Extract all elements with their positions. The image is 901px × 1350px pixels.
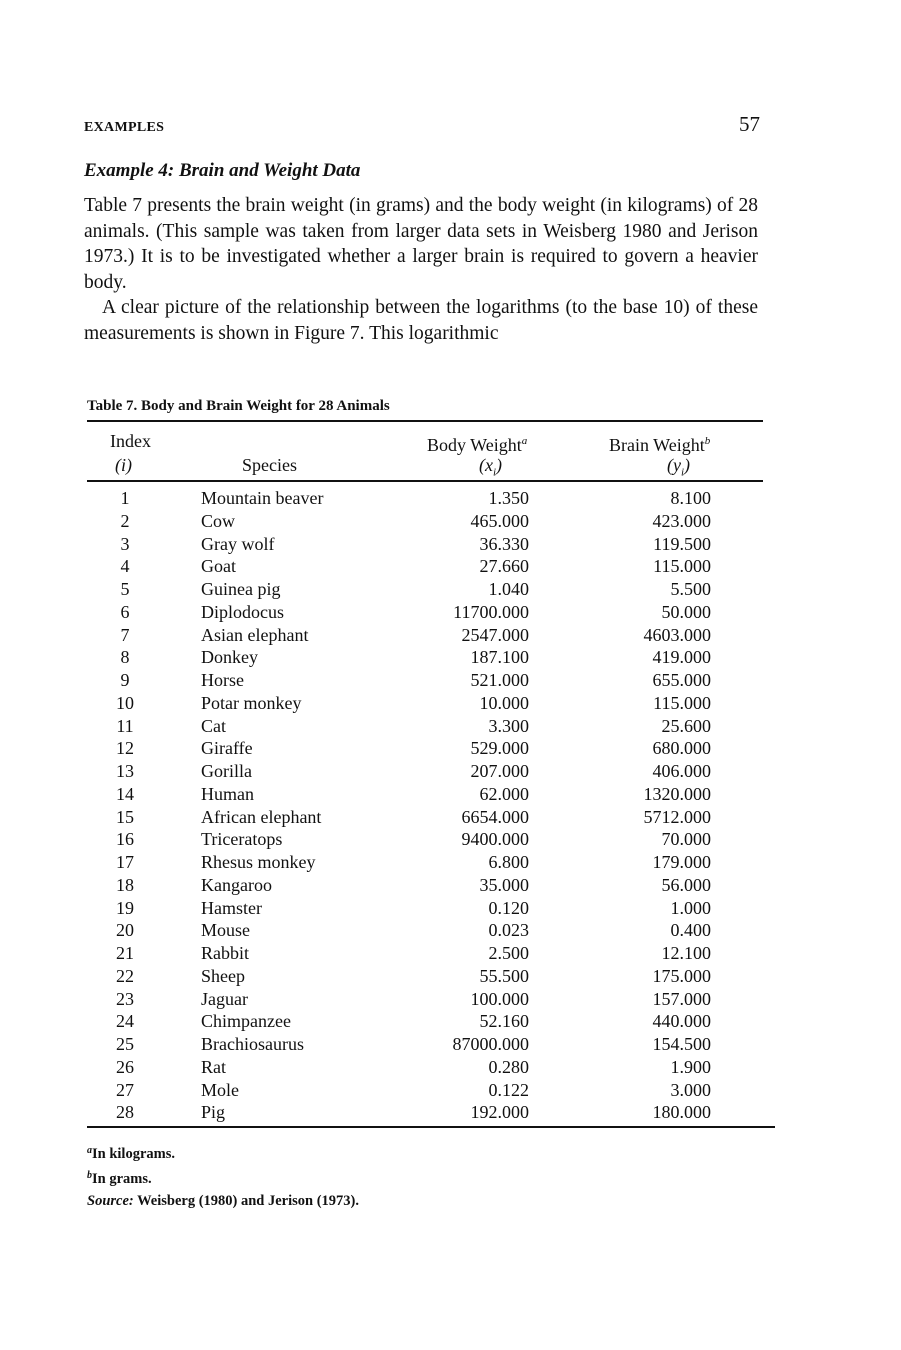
row-species: Mountain beaver <box>201 488 324 508</box>
row-species: Chimpanzee <box>201 1011 291 1032</box>
section-title: EXAMPLES <box>84 120 165 135</box>
row-species: Hamster <box>201 897 262 918</box>
table-header-rule <box>87 480 763 482</box>
table-header <box>87 426 763 480</box>
row-index: 28 <box>116 1102 134 1123</box>
row-species: Mouse <box>201 920 250 941</box>
row-body-weight: 62.000 <box>479 783 529 804</box>
table-row <box>87 737 763 760</box>
header-index: Index <box>110 431 151 451</box>
row-body-weight: 187.100 <box>470 647 529 668</box>
row-brain-weight: 4603.000 <box>643 624 711 645</box>
row-body-weight: 9400.000 <box>461 829 529 850</box>
symbol-x: (x <box>479 455 493 475</box>
header-body-label: Body Weight <box>427 435 522 455</box>
header-body-weight <box>427 429 527 457</box>
footnote-a <box>87 1140 359 1165</box>
row-index: 16 <box>116 829 134 850</box>
row-body-weight: 11700.000 <box>453 601 529 622</box>
row-brain-weight: 5.500 <box>670 579 711 599</box>
row-index: 20 <box>116 920 134 941</box>
table-row <box>87 1010 763 1033</box>
row-species: Human <box>201 783 254 804</box>
row-species: Sheep <box>201 965 245 986</box>
row-body-weight: 3.300 <box>488 715 529 736</box>
row-brain-weight: 56.000 <box>661 874 711 895</box>
row-index: 6 <box>120 601 130 622</box>
row-body-weight: 207.000 <box>470 761 529 781</box>
table-bottom-rule <box>87 1126 775 1128</box>
header-brain-label: Brain Weight <box>609 435 705 455</box>
source-text: Weisberg (1980) and Jerison (1973). <box>133 1193 360 1209</box>
row-species: Cow <box>201 510 236 531</box>
row-brain-weight: 655.000 <box>652 670 711 690</box>
row-brain-weight: 8.100 <box>670 488 711 508</box>
row-species: Donkey <box>201 647 258 668</box>
table-row <box>87 919 763 942</box>
row-brain-weight: 154.500 <box>652 1034 711 1054</box>
table-top-rule <box>87 420 763 422</box>
row-brain-weight: 419.000 <box>652 647 711 668</box>
row-brain-weight: 1.000 <box>670 897 711 918</box>
row-brain-weight: 50.000 <box>661 601 711 622</box>
row-brain-weight: 157.000 <box>652 988 711 1009</box>
body-text <box>84 193 758 346</box>
table-row <box>87 783 763 806</box>
source-label: Source: <box>87 1193 134 1209</box>
table-row <box>87 806 763 829</box>
row-index: 5 <box>120 579 130 599</box>
row-species: Diplodocus <box>201 601 284 622</box>
footnote-text: In grams. <box>92 1171 152 1187</box>
row-body-weight: 6654.000 <box>461 806 529 827</box>
row-index: 25 <box>116 1034 134 1054</box>
row-brain-weight: 5712.000 <box>643 806 711 827</box>
row-species: Horse <box>201 670 244 690</box>
row-species: Rat <box>201 1056 226 1077</box>
row-body-weight: 27.660 <box>479 556 529 577</box>
table-row <box>87 715 763 738</box>
table-row <box>87 874 763 897</box>
table-row <box>87 533 763 556</box>
row-species: Gorilla <box>201 761 252 781</box>
row-body-weight: 529.000 <box>470 738 529 759</box>
row-index: 9 <box>120 670 130 690</box>
header-brain-weight <box>609 429 710 457</box>
table-row <box>87 578 763 601</box>
row-species: Guinea pig <box>201 579 281 599</box>
symbol-y: (y <box>667 455 681 475</box>
footnote-mark: a <box>87 1145 92 1156</box>
table-row <box>87 669 763 692</box>
row-species: Giraffe <box>201 738 253 759</box>
row-index: 19 <box>116 897 134 918</box>
row-index: 21 <box>116 943 134 963</box>
row-index: 4 <box>120 556 130 577</box>
row-brain-weight: 3.000 <box>670 1079 711 1100</box>
table-notes <box>87 1140 359 1212</box>
row-brain-weight: 180.000 <box>652 1102 711 1123</box>
row-index: 27 <box>116 1079 134 1100</box>
row-index: 1 <box>120 488 130 508</box>
row-body-weight: 0.280 <box>488 1056 529 1077</box>
table-row <box>87 555 763 578</box>
table-row <box>87 692 763 715</box>
footnote-mark: b <box>87 1170 92 1181</box>
footnote-mark-b: b <box>704 435 711 447</box>
row-index: 22 <box>116 965 134 986</box>
table-row <box>87 1079 763 1102</box>
subscript-i: i <box>492 466 497 479</box>
row-species: Potar monkey <box>201 692 302 713</box>
row-body-weight: 35.000 <box>479 874 529 895</box>
row-brain-weight: 406.000 <box>652 761 711 781</box>
row-brain-weight: 12.100 <box>661 943 711 963</box>
row-brain-weight: 179.000 <box>652 852 711 872</box>
row-body-weight: 100.000 <box>470 988 529 1009</box>
row-body-weight: 0.122 <box>488 1079 529 1100</box>
table-body <box>87 487 763 1124</box>
example-heading: Example 4: Brain and Weight Data <box>84 160 361 181</box>
table-row <box>87 760 763 783</box>
row-species: Cat <box>201 715 226 736</box>
footnote-text: In kilograms. <box>92 1146 175 1162</box>
table-row <box>87 942 763 965</box>
row-body-weight: 0.023 <box>488 920 529 941</box>
row-brain-weight: 115.000 <box>653 692 711 713</box>
row-species: Brachiosaurus <box>201 1034 304 1054</box>
table-row <box>87 988 763 1011</box>
table-row <box>87 601 763 624</box>
row-brain-weight: 115.000 <box>653 556 711 577</box>
row-species: Asian elephant <box>201 624 309 645</box>
paren-close: ) <box>496 455 503 475</box>
row-body-weight: 52.160 <box>479 1011 529 1032</box>
row-species: African elephant <box>201 806 322 827</box>
row-index: 7 <box>120 624 130 645</box>
row-brain-weight: 1.900 <box>670 1056 711 1077</box>
row-body-weight: 36.330 <box>479 533 529 554</box>
table-caption: Table 7. Body and Brain Weight for 28 Animals <box>87 398 390 414</box>
row-brain-weight: 440.000 <box>652 1011 711 1032</box>
row-brain-weight: 119.500 <box>653 533 711 554</box>
row-species: Gray wolf <box>201 533 275 554</box>
row-index: 23 <box>116 988 134 1009</box>
row-species: Pig <box>201 1102 226 1123</box>
table-row <box>87 646 763 669</box>
row-body-weight: 465.000 <box>470 510 529 531</box>
row-index: 12 <box>116 738 134 759</box>
row-brain-weight: 70.000 <box>661 829 711 850</box>
row-body-weight: 192.000 <box>470 1102 529 1123</box>
row-body-weight: 1.350 <box>488 488 529 508</box>
row-index: 10 <box>116 692 134 713</box>
row-brain-weight: 680.000 <box>652 738 711 759</box>
source-note <box>87 1190 359 1212</box>
paren-close: ) <box>684 455 691 475</box>
row-index: 15 <box>116 806 134 827</box>
row-index: 8 <box>120 647 130 668</box>
row-brain-weight: 423.000 <box>652 510 711 531</box>
table-row <box>87 1033 763 1056</box>
row-body-weight: 87000.000 <box>452 1034 529 1054</box>
page-number: 57 <box>739 112 760 136</box>
row-index: 26 <box>116 1056 134 1077</box>
table-row <box>87 897 763 920</box>
row-brain-weight: 175.000 <box>652 965 711 986</box>
row-index: 3 <box>120 533 130 554</box>
row-species: Rabbit <box>201 943 249 963</box>
paragraph: Table 7 presents the brain weight (in grams) and the body weight (in kilograms) of 28 animals. (This sample was taken from larger data sets in Weisberg 1980 and Jerison 1973.) It is to be investigated whether a larger brain is required to govern a heavier body. <box>84 195 758 293</box>
running-head <box>84 112 760 137</box>
row-body-weight: 55.500 <box>479 965 529 986</box>
header-index-symbol: (i) <box>115 455 132 475</box>
row-body-weight: 0.120 <box>488 897 529 918</box>
paragraph: A clear picture of the relationship between the logarithms (to the base 10) of these measurements is shown in Figure 7. This logarithmic <box>84 297 758 344</box>
row-index: 14 <box>116 783 134 804</box>
row-species: Triceratops <box>201 829 283 850</box>
row-body-weight: 521.000 <box>470 670 529 690</box>
row-index: 13 <box>116 761 134 781</box>
row-body-weight: 2.500 <box>488 943 529 963</box>
subscript-i: i <box>680 466 685 479</box>
footnote-b <box>87 1165 359 1190</box>
row-index: 24 <box>116 1011 134 1032</box>
table-row <box>87 851 763 874</box>
table-row <box>87 487 763 510</box>
footnote-mark-a: a <box>521 435 528 447</box>
row-brain-weight: 25.600 <box>661 715 711 736</box>
row-species: Goat <box>201 556 236 577</box>
table-row <box>87 828 763 851</box>
row-body-weight: 1.040 <box>488 579 529 599</box>
row-species: Jaguar <box>201 988 248 1009</box>
row-index: 11 <box>116 715 134 736</box>
table-row <box>87 1056 763 1079</box>
row-species: Rhesus monkey <box>201 852 316 872</box>
table-row <box>87 1101 763 1124</box>
row-species: Kangaroo <box>201 874 272 895</box>
row-brain-weight: 0.400 <box>670 920 711 941</box>
row-brain-weight: 1320.000 <box>643 783 711 804</box>
table-row <box>87 510 763 533</box>
row-body-weight: 6.800 <box>488 852 529 872</box>
row-index: 2 <box>120 510 130 531</box>
table-row <box>87 965 763 988</box>
header-species: Species <box>242 455 297 475</box>
row-species: Mole <box>201 1079 239 1100</box>
table-row <box>87 624 763 647</box>
row-index: 18 <box>116 874 134 895</box>
row-body-weight: 2547.000 <box>461 624 529 645</box>
row-body-weight: 10.000 <box>479 692 529 713</box>
row-index: 17 <box>116 852 134 872</box>
